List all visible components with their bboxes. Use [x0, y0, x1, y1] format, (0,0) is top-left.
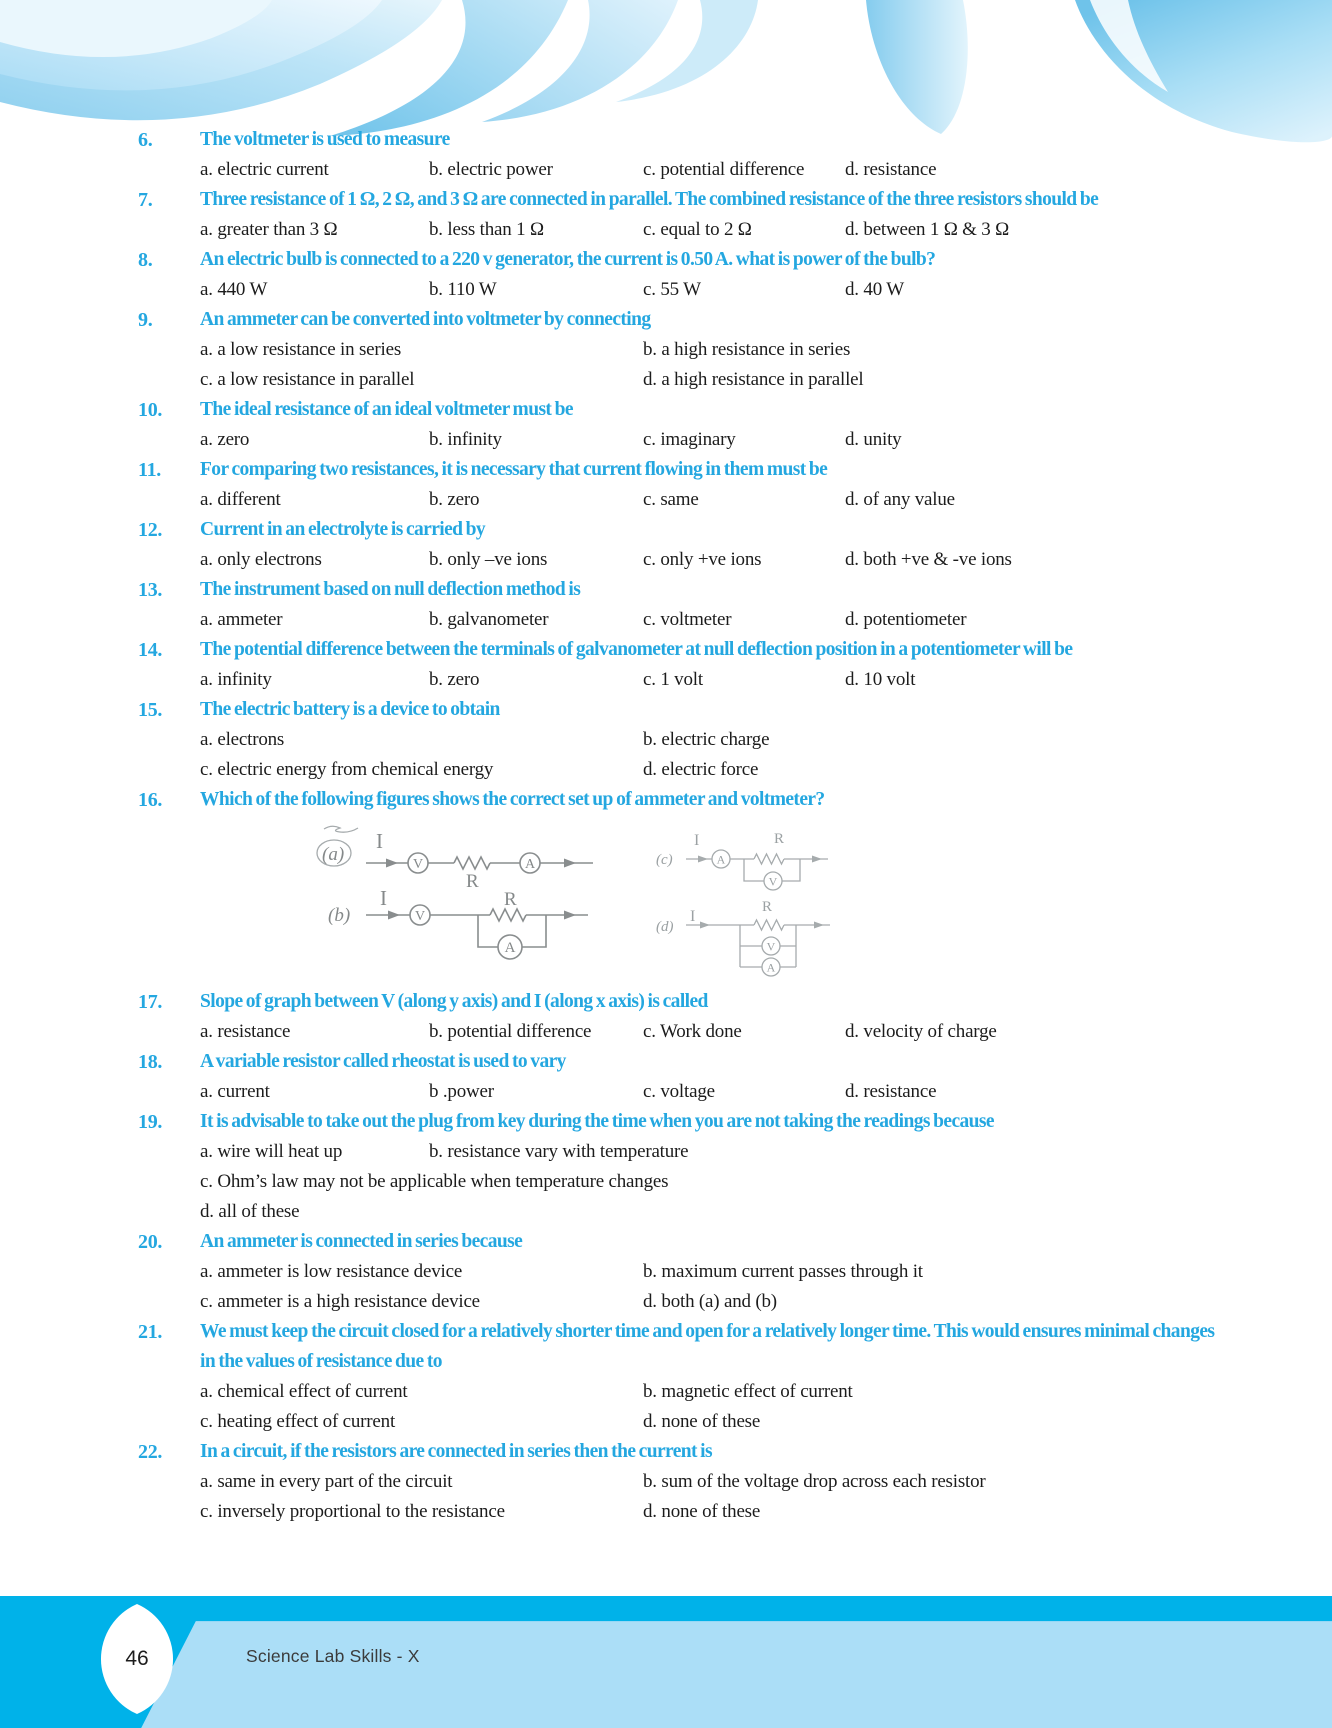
diagram-label: (b) — [328, 905, 351, 926]
question-text: In a circuit, if the resistors are connected in series then the current is — [200, 1441, 712, 1462]
options-grid — [200, 725, 1332, 785]
circuit-diagrams-svg — [288, 815, 848, 987]
option-c: c. electric energy from chemical energy — [200, 759, 494, 780]
option-a: a. ammeter — [200, 609, 283, 630]
options-row — [200, 1077, 1332, 1107]
question-text: Current in an electrolyte is carried by — [200, 519, 486, 540]
option-d: d. both +ve & -ve ions — [845, 549, 1012, 570]
voltmeter-symbol: V — [766, 939, 776, 954]
option-b: b. zero — [429, 489, 480, 510]
question-16 — [138, 785, 1332, 987]
option-a: a. chemical effect of current — [200, 1381, 408, 1402]
options-grid — [200, 1467, 1332, 1527]
question-text: The ideal resistance of an ideal voltmeter must be — [200, 399, 573, 420]
option-d: d. potentiometer — [845, 609, 967, 630]
circuit-d — [656, 899, 830, 976]
question-number: 19. — [138, 1111, 163, 1133]
question-number: 13. — [138, 579, 163, 601]
question-9 — [138, 305, 1332, 395]
option-b: b. resistance vary with temperature — [429, 1141, 689, 1162]
options-row — [200, 155, 1332, 185]
current-label: I — [380, 886, 387, 910]
circuit-c — [656, 831, 828, 890]
option-c: c. a low resistance in parallel — [200, 369, 415, 390]
question-22 — [138, 1437, 1332, 1527]
diagram-label: (c) — [656, 852, 673, 868]
option-c: c. only +ve ions — [643, 549, 762, 570]
option-c: c. inversely proportional to the resistance — [200, 1501, 505, 1522]
question-text: We must keep the circuit closed for a relatively shorter time and open for a relatively longer time. This would ensures minimal changes in the values of resistance due to — [200, 1321, 1215, 1372]
option-d: d. both (a) and (b) — [643, 1291, 777, 1312]
question-number: 16. — [138, 789, 163, 811]
option-a: a. same in every part of the circuit — [200, 1471, 453, 1492]
question-text: An electric bulb is connected to a 220 v generator, the current is 0.50 A. what is power of the bulb? — [200, 249, 936, 270]
question-number: 12. — [138, 519, 163, 541]
question-number: 22. — [138, 1441, 163, 1463]
option-d: d. all of these — [200, 1201, 300, 1222]
option-a: a. only electrons — [200, 549, 322, 570]
option-a: a. a low resistance in series — [200, 339, 402, 360]
voltmeter-symbol: V — [412, 857, 424, 872]
option-c: c. voltage — [643, 1081, 715, 1102]
circuit-figure — [138, 815, 1332, 987]
options-row — [200, 665, 1332, 695]
resistor-label: R — [774, 831, 785, 847]
question-text: The voltmeter is used to measure — [200, 129, 450, 150]
question-13 — [138, 575, 1332, 635]
option-a: a. zero — [200, 429, 250, 450]
option-d: d. 40 W — [845, 279, 904, 300]
question-text: An ammeter is connected in series because — [200, 1231, 523, 1252]
question-text: The instrument based on null deflection method is — [200, 579, 581, 600]
ammeter-symbol: A — [766, 960, 776, 975]
question-text: The potential difference between the terminals of galvanometer at null deflection position in a potentiometer will be — [200, 639, 1073, 660]
option-c: c. Work done — [643, 1021, 742, 1042]
options-row — [200, 1167, 1332, 1197]
question-text: It is advisable to take out the plug from key during the time when you are not taking the readings because — [200, 1111, 994, 1132]
option-c: c. 55 W — [643, 279, 701, 300]
current-label: I — [694, 832, 700, 849]
option-d: d. electric force — [643, 759, 759, 780]
option-c: c. equal to 2 Ω — [643, 219, 752, 240]
option-a: a. different — [200, 489, 281, 510]
question-12 — [138, 515, 1332, 575]
options-row — [200, 605, 1332, 635]
question-text: Slope of graph between V (along y axis) and I (along x axis) is called — [200, 991, 708, 1012]
option-d: d. resistance — [845, 1081, 937, 1102]
circuit-a — [317, 826, 593, 892]
wave-left-cluster — [0, 0, 442, 120]
options-row — [200, 1017, 1332, 1047]
options-row — [200, 215, 1332, 245]
question-7 — [138, 185, 1332, 245]
question-number: 21. — [138, 1321, 163, 1343]
question-text: A variable resistor called rheostat is used to vary — [200, 1051, 566, 1072]
question-number: 20. — [138, 1231, 163, 1253]
current-label: I — [376, 829, 383, 853]
option-d: d. resistance — [845, 159, 937, 180]
option-b: b. maximum current passes through it — [643, 1261, 923, 1282]
options-row — [200, 425, 1332, 455]
voltmeter-symbol: V — [414, 909, 426, 924]
footer-light-panel — [0, 1596, 1332, 1728]
option-a: a. infinity — [200, 669, 272, 690]
option-a: a. electric current — [200, 159, 329, 180]
option-d: d. between 1 Ω & 3 Ω — [845, 219, 1010, 240]
option-c: c. voltmeter — [643, 609, 732, 630]
diagram-label: (d) — [656, 919, 674, 935]
ammeter-symbol: A — [524, 857, 536, 872]
option-a: a. greater than 3 Ω — [200, 219, 338, 240]
option-a: a. electrons — [200, 729, 285, 750]
options-grid — [200, 335, 1332, 395]
options-row — [200, 545, 1332, 575]
question-15 — [138, 695, 1332, 785]
option-b: b. 110 W — [429, 279, 497, 300]
option-b: b. a high resistance in series — [643, 339, 851, 360]
option-b: b. electric power — [429, 159, 553, 180]
ammeter-symbol: A — [504, 940, 516, 956]
page-number: 46 — [125, 1647, 149, 1670]
options-row — [200, 1197, 1332, 1227]
options-row — [200, 275, 1332, 305]
question-text: For comparing two resistances, it is necessary that current flowing in them must be — [200, 459, 828, 480]
option-d: d. of any value — [845, 489, 955, 510]
circuit-b — [328, 886, 588, 959]
option-c: c. 1 volt — [643, 669, 703, 690]
option-d: d. unity — [845, 429, 902, 450]
question-text: Three resistance of 1 Ω, 2 Ω, and 3 Ω are connected in parallel. The combined resistance of the three resistors should be — [200, 189, 1099, 210]
option-a: a. current — [200, 1081, 270, 1102]
option-b: b. sum of the voltage drop across each resistor — [643, 1471, 986, 1492]
question-20 — [138, 1227, 1332, 1317]
option-c: c. same — [643, 489, 699, 510]
option-c: c. potential difference — [643, 159, 805, 180]
option-d: d. none of these — [643, 1501, 761, 1522]
question-17 — [138, 987, 1332, 1047]
option-a: a. resistance — [200, 1021, 291, 1042]
question-number: 9. — [138, 309, 153, 331]
question-number: 17. — [138, 991, 163, 1013]
question-21 — [138, 1317, 1332, 1437]
question-text: Which of the following figures shows the correct set up of ammeter and voltmeter? — [200, 789, 825, 810]
option-b: b .power — [429, 1081, 494, 1102]
option-a: a. ammeter is low resistance device — [200, 1261, 463, 1282]
question-number: 11. — [138, 459, 161, 481]
question-number: 10. — [138, 399, 163, 421]
options-grid — [200, 1257, 1332, 1317]
question-10 — [138, 395, 1332, 455]
options-row — [200, 485, 1332, 515]
question-list — [0, 125, 1332, 1527]
option-c: c. Ohm’s law may not be applicable when temperature changes — [200, 1171, 669, 1192]
resistor-label: R — [762, 899, 773, 915]
current-label: I — [690, 908, 696, 925]
question-number: 14. — [138, 639, 163, 661]
question-number: 8. — [138, 249, 153, 271]
option-a: a. wire will heat up — [200, 1141, 343, 1162]
resistor-label: R — [466, 871, 479, 892]
question-text: An ammeter can be converted into voltmeter by connecting — [200, 309, 651, 330]
option-d: d. none of these — [643, 1411, 761, 1432]
resistor-label: R — [504, 889, 517, 910]
option-b: b. zero — [429, 669, 480, 690]
option-c: c. imaginary — [643, 429, 736, 450]
question-8 — [138, 245, 1332, 305]
question-number: 6. — [138, 129, 153, 151]
wave-small-petal — [866, 0, 968, 134]
question-19 — [138, 1107, 1332, 1227]
wave-right-cluster — [1075, 0, 1332, 142]
option-a: a. 440 W — [200, 279, 268, 300]
option-c: c. ammeter is a high resistance device — [200, 1291, 480, 1312]
pencil-scribble — [324, 826, 358, 832]
question-number: 18. — [138, 1051, 163, 1073]
options-grid — [200, 1377, 1332, 1437]
option-b: b. magnetic effect of current — [643, 1381, 853, 1402]
option-b: b. potential difference — [429, 1021, 592, 1042]
question-6 — [138, 125, 1332, 185]
option-c: c. heating effect of current — [200, 1411, 396, 1432]
option-b: b. electric charge — [643, 729, 770, 750]
question-number: 15. — [138, 699, 163, 721]
options-row — [200, 1137, 1332, 1167]
footer-title: Science Lab Skills - X — [246, 1646, 420, 1666]
option-b: b. only –ve ions — [429, 549, 548, 570]
option-d: d. velocity of charge — [845, 1021, 997, 1042]
question-11 — [138, 455, 1332, 515]
option-b: b. galvanometer — [429, 609, 549, 630]
option-d: d. 10 volt — [845, 669, 916, 690]
voltmeter-symbol: V — [768, 874, 778, 889]
question-18 — [138, 1047, 1332, 1107]
question-14 — [138, 635, 1332, 695]
footer-band — [0, 1596, 1332, 1728]
option-d: d. a high resistance in parallel — [643, 369, 864, 390]
question-number: 7. — [138, 189, 153, 211]
option-b: b. infinity — [429, 429, 502, 450]
option-b: b. less than 1 Ω — [429, 219, 544, 240]
diagram-label: (a) — [322, 844, 345, 865]
ammeter-symbol: A — [716, 852, 726, 867]
question-text: The electric battery is a device to obtain — [200, 699, 500, 720]
